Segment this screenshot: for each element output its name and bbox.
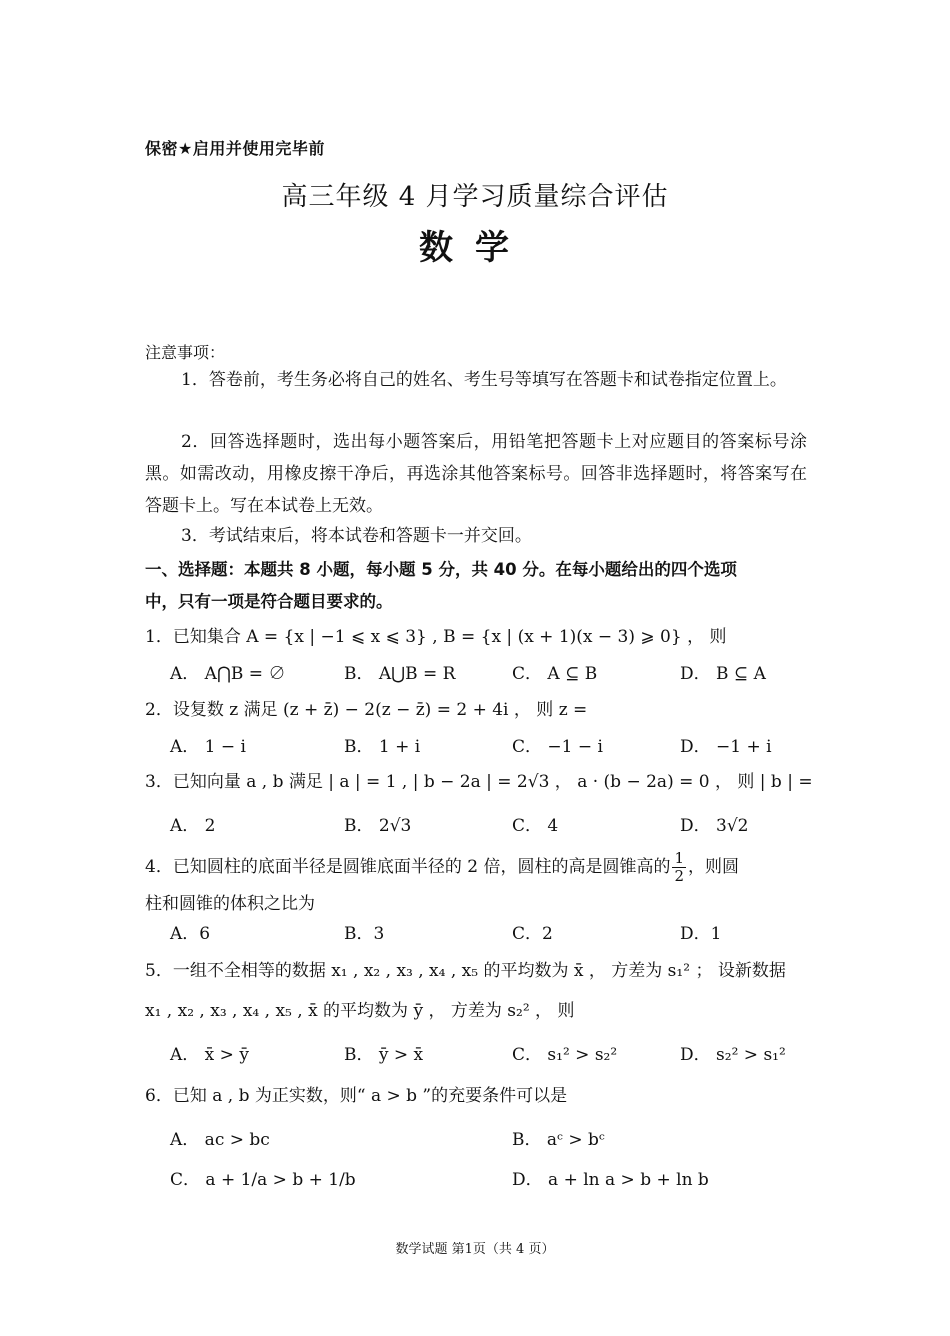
- question-5-option-d: D． s₂² > s₁²: [680, 1045, 786, 1065]
- question-4-option-c: C．2: [512, 924, 553, 944]
- question-4-stem: [145, 850, 739, 885]
- question-4-option-b: B．3: [344, 924, 385, 944]
- question-6-option-a: A． ac > bc: [170, 1130, 270, 1150]
- question-5-option-a: A． x̄ > ȳ: [170, 1045, 249, 1065]
- question-1-option-d: D． B ⊆ A: [680, 664, 766, 684]
- question-2-option-c: C． −1 − i: [512, 737, 603, 757]
- question-2-option-b: B． 1 + i: [344, 737, 421, 757]
- notice-heading: 注意事项：: [145, 343, 226, 362]
- question-2-option-a: A． 1 − i: [170, 737, 246, 757]
- question-6-stem: 6．已知 a , b 为正实数，则“ a > b ”的充要条件可以是: [145, 1086, 568, 1106]
- fraction-denominator: 2: [674, 867, 684, 885]
- question-3-option-b: B． 2√3: [344, 816, 412, 836]
- question-2-option-d: D． −1 + i: [680, 737, 772, 757]
- fraction-one-half: [672, 850, 686, 885]
- question-5-stem-line-2: x₁ , x₂ , x₃ , x₄ , x₅ , x̄ 的平均数为 ȳ ， 方差为 s₂² ， 则: [145, 1001, 575, 1021]
- section-heading-line-2: 中，只有一项是符合题目要求的。: [145, 592, 393, 611]
- question-3-stem: 3．已知向量 a , b 满足 | a | = 1 , | b − 2a | = 2√3 ， a · (b − 2a) = 0 ， 则 | b | =: [145, 772, 813, 792]
- notice-item-2: 2．回答选择题时，选出每小题答案后，用铅笔把答题卡上对应题目的答案标号涂黑。如需改动，用橡皮擦干净后，再选涂其他答案标号。回答非选择题时，将答案写在答题卡上。写在本试卷上无效。: [145, 432, 807, 516]
- question-1-stem: 1．已知集合 A = {x | −1 ⩽ x ⩽ 3} , B = {x | (x + 1)(x − 3) ⩾ 0} ， 则: [145, 627, 727, 647]
- question-4-stem-tail: ，则圆: [688, 857, 739, 877]
- exam-title: 高三年级 4 月学习质量综合评估: [281, 182, 669, 212]
- question-6-option-d: D． a + ln a > b + ln b: [512, 1170, 709, 1190]
- subject-title: 数学: [419, 228, 531, 268]
- page-footer: 数学试题 第1页（共 4 页）: [395, 1242, 555, 1257]
- question-5-option-b: B． ȳ > x̄: [344, 1045, 424, 1065]
- question-1-option-b: B． A⋃B = R: [344, 664, 456, 684]
- notice-item-3: 3．考试结束后，将本试卷和答题卡一并交回。: [181, 526, 532, 546]
- question-4-option-d: D．1: [680, 924, 722, 944]
- question-2-stem: 2．设复数 z 满足 (z + z̄) − 2(z − z̄) = 2 + 4i ， 则 z =: [145, 700, 588, 720]
- question-5-option-c: C． s₁² > s₂²: [512, 1045, 618, 1065]
- question-3-option-a: A． 2: [170, 816, 216, 836]
- confidential-notice: 保密★启用并使用完毕前: [145, 139, 325, 158]
- question-6-option-b: B． aᶜ > bᶜ: [512, 1130, 605, 1150]
- question-4-stem-line-2: 柱和圆锥的体积之比为: [145, 894, 315, 914]
- question-3-option-d: D． 3√2: [680, 816, 749, 836]
- fraction-numerator: 1: [674, 849, 684, 867]
- section-heading-line-1: 一、选择题：本题共 8 小题，每小题 5 分，共 40 分。在每小题给出的四个选项: [145, 560, 737, 579]
- question-5-stem-line-1: 5．一组不全相等的数据 x₁ , x₂ , x₃ , x₄ , x₅ 的平均数为 x̄ ， 方差为 s₁² ； 设新数据: [145, 961, 786, 981]
- notice-item-1: 1．答卷前，考生务必将自己的姓名、考生号等填写在答题卡和试卷指定位置上。: [181, 370, 787, 390]
- question-3-option-c: C． 4: [512, 816, 559, 836]
- question-4-option-a: A．6: [170, 924, 211, 944]
- question-4-stem-text: 4．已知圆柱的底面半径是圆锥底面半径的 2 倍，圆柱的高是圆锥高的: [145, 857, 671, 877]
- question-1-option-c: C． A ⊆ B: [512, 664, 598, 684]
- question-1-option-a: A． A⋂B = ∅: [170, 664, 286, 684]
- question-6-option-c: C． a + 1/a > b + 1/b: [170, 1170, 356, 1190]
